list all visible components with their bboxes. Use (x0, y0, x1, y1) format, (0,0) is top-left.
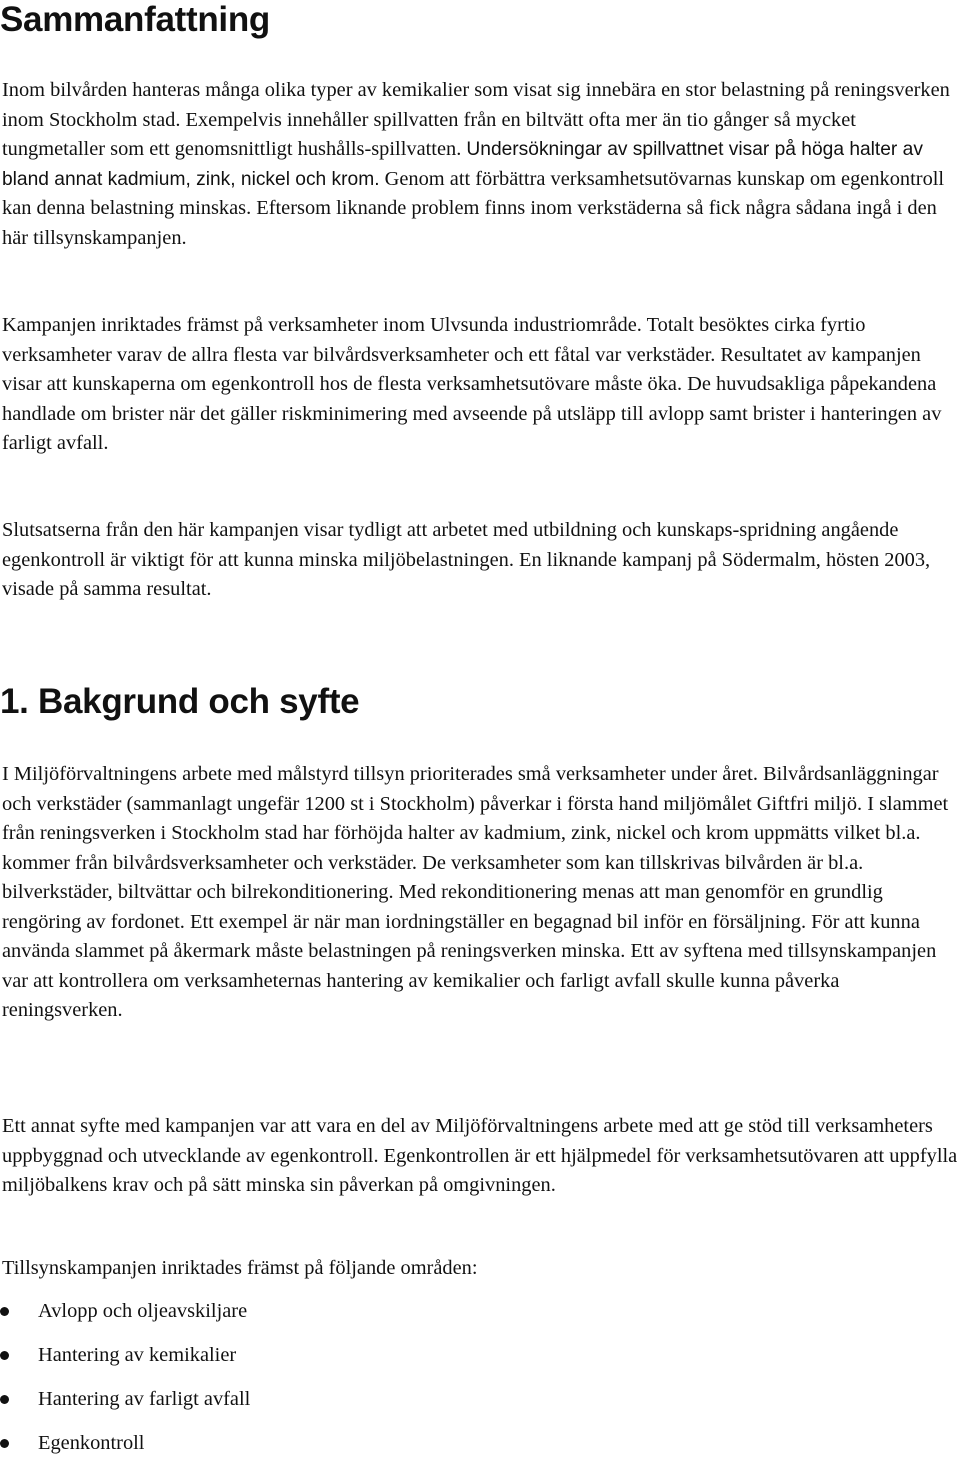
bullet-icon (0, 1439, 9, 1448)
list-item-label: Hantering av kemikalier (38, 1344, 237, 1366)
bullet-icon (0, 1351, 9, 1360)
summary-paragraph-1 (2, 76, 960, 253)
list-item (0, 1385, 250, 1429)
summary-paragraph-1-part-a: Inom bilvården hanteras många olika typer av kemikalier som visat sig innebära en stor belastning på reningsverken inom Stockholm stad. Exempelvis innehåller spillvatten från en biltvätt ofta mer än tio gånger så mycket tungmetaller som ett genomsnittligt hushålls-spillvatten. (2, 79, 950, 160)
summary-paragraph-1-part-b: Undersökningar av spillvattnet visar på höga halter av bland annat kadmium, zink, nickel och krom. (2, 139, 923, 190)
bullet-icon (0, 1307, 9, 1316)
summary-paragraph-2: Kampanjen inriktades främst på verksamheter inom Ulvsunda industriområde. Totalt besöktes cirka fyrtio verksamheter varav de allra flesta var bilvårdsverksamheter och ett fåtal var verkstäder. Resultatet av kampanjen visar att kunskaperna om egenkontroll hos de flesta verksamhetsutövare måste öka. De huvudsakliga påpekandena handlade om brister när det gäller riskminimering med avseende på utsläpp till avlopp samt brister i hanteringen av farligt avfall. (2, 314, 942, 454)
list-item-label: Egenkontroll (38, 1432, 145, 1454)
bullet-icon (0, 1395, 9, 1404)
background-paragraph-2: Ett annat syfte med kampanjen var att vara en del av Miljöförvaltningens arbete med att ge stöd till verksamheters uppbyggnad och utvecklande av egenkontroll. Egenkontrollen är ett hjälpmedel för verksamhetsutövaren att uppfylla miljöbalkens krav och på sätt minska sin påverkan på omgivningen. (2, 1115, 958, 1196)
list-item-label: Avlopp och oljeavskiljare (38, 1300, 248, 1322)
background-paragraph-3: Tillsynskampanjen inriktades främst på följande områden: (2, 1257, 478, 1279)
background-heading: 1. Bakgrund och syfte (0, 682, 360, 721)
list-item (0, 1297, 250, 1341)
summary-paragraph-1-part-c: Genom att förbättra verksamhetsutövarnas kunskap om egenkontroll kan denna belastning minskas. Eftersom liknande problem finns inom verkstäderna så fick några sådana ingå i den här tillsynskampanjen. (2, 167, 945, 249)
background-paragraph-1: I Miljöförvaltningens arbete med målstyrd tillsyn prioriterades små verksamheter under året. Bilvårdsanläggningar och verkstäder (sammanlagt ungefär 1200 st i Stockholm) påverkar i första hand miljömålet Giftfri miljö. I slammet från reningsverken i Stockholm stad har förhöjda halter av kadmium, zink, nickel och krom uppmätts vilket bl.a. kommer från bilvårdsverksamheter och verkstäder. De verksamheter som kan tillskrivas bilvården är bl.a. bilverkstäder, biltvättar och bilrekonditionering. Med rekonditionering menas att man genomför en grundlig rengöring av fordonet. Ett exempel är när man iordningställer en begagnad bil inför en försäljning. För att kunna använda slammet på åkermark måste belastningen på reningsverken minska. Ett av syftena med tillsynskampanjen var att kontrollera om verksamheternas hantering av kemikalier och farligt avfall skulle kunna påverka reningsverken. (2, 763, 949, 1021)
list-item (0, 1341, 250, 1385)
summary-paragraph-3: Slutsatserna från den här kampanjen visar tydligt att arbetet med utbildning och kunskaps-spridning angående egenkontroll är viktigt för att kunna minska miljöbelastningen. En liknande kampanj på Södermalm, hösten 2003, visade på samma resultat. (2, 519, 931, 600)
summary-heading: Sammanfattning (0, 0, 270, 39)
list-item (0, 1429, 250, 1473)
focus-areas-list (0, 1297, 250, 1473)
list-item-label: Hantering av farligt avfall (38, 1388, 251, 1410)
